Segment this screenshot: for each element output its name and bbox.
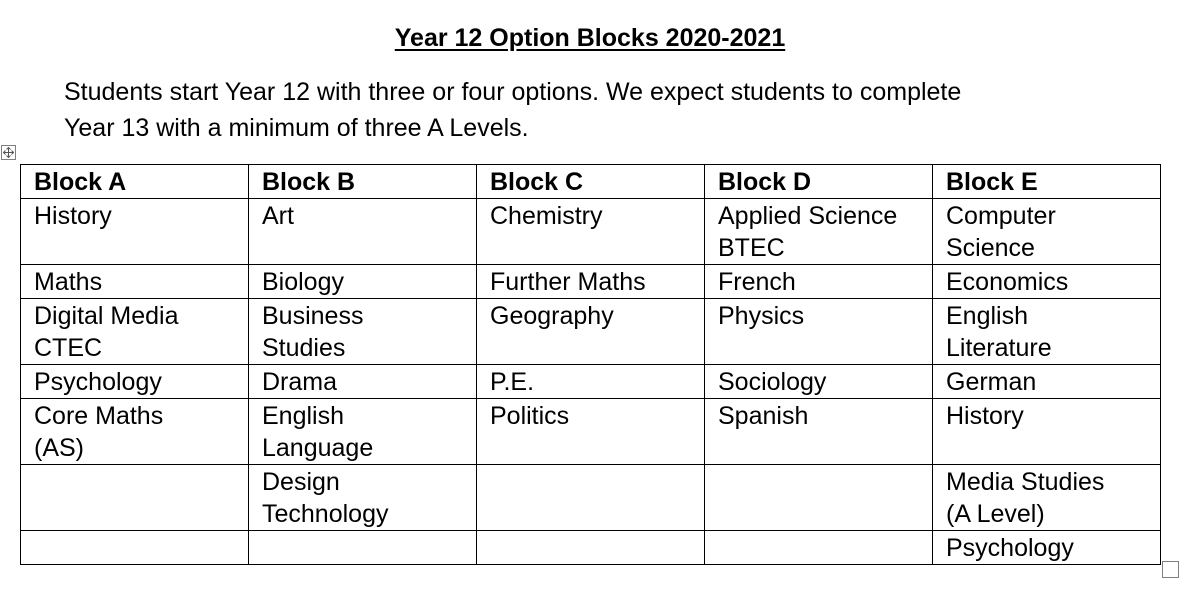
cell-text: Politics — [490, 402, 570, 430]
cell-text: Literature — [946, 334, 1052, 362]
table-cell — [477, 299, 705, 365]
cell-text: Digital Media — [34, 302, 179, 330]
table-row — [21, 199, 1161, 265]
table-cell — [21, 199, 249, 265]
table-cell — [933, 265, 1161, 299]
table-cell — [477, 199, 705, 265]
document-title: Year 12 Option Blocks 2020-2021 — [394, 24, 786, 52]
cell-text: History — [946, 402, 1024, 430]
option-blocks-table — [20, 164, 1161, 565]
table-cell — [21, 299, 249, 365]
move-arrows-icon — [3, 147, 14, 158]
cell-text: Applied Science — [718, 202, 898, 230]
cell-text: Studies — [262, 334, 346, 362]
intro-line: Students start Year 12 with three or four options. We expect students to complete — [64, 78, 962, 106]
cell-text: Physics — [718, 302, 805, 330]
cell-text: CTEC — [34, 334, 103, 362]
cell-text: Core Maths — [34, 402, 164, 430]
column-header: Block A — [21, 165, 249, 199]
cell-text: Maths — [34, 268, 103, 296]
cell-text: English — [262, 402, 344, 430]
table-header-row — [21, 165, 1161, 199]
cell-text: Science — [946, 234, 1035, 262]
table-cell — [933, 199, 1161, 265]
cell-text: English — [946, 302, 1028, 330]
cell-text: French — [718, 268, 796, 296]
cell-text: Spanish — [718, 402, 809, 430]
table-cell — [705, 365, 933, 399]
cell-text: BTEC — [718, 234, 785, 262]
table-cell — [477, 465, 705, 531]
cell-text: Psychology — [946, 534, 1074, 562]
cell-text: History — [34, 202, 112, 230]
table-cell — [705, 531, 933, 565]
table-cell — [249, 399, 477, 465]
table-cell — [933, 399, 1161, 465]
table-row — [21, 265, 1161, 299]
cell-text: Drama — [262, 368, 338, 396]
column-header: Block C — [477, 165, 705, 199]
cell-text: (A Level) — [946, 500, 1045, 528]
table-cell — [21, 465, 249, 531]
table-cell — [705, 465, 933, 531]
table-cell — [933, 531, 1161, 565]
table-cell — [705, 399, 933, 465]
cell-text: Language — [262, 434, 374, 462]
intro-paragraph — [64, 74, 1144, 146]
cell-text: Economics — [946, 268, 1069, 296]
cell-text: Business — [262, 302, 364, 330]
cell-text: Media Studies — [946, 468, 1105, 496]
table-cell — [933, 465, 1161, 531]
cell-text: German — [946, 368, 1037, 396]
table-cell — [249, 365, 477, 399]
cell-text: P.E. — [490, 368, 535, 396]
intro-line: Year 13 with a minimum of three A Levels. — [64, 114, 529, 142]
table-body — [21, 199, 1161, 565]
table-row — [21, 465, 1161, 531]
cell-text: Psychology — [34, 368, 162, 396]
column-header: Block D — [705, 165, 933, 199]
cell-text: Computer — [946, 202, 1056, 230]
table-row — [21, 365, 1161, 399]
table-cell — [21, 399, 249, 465]
table-cell — [249, 199, 477, 265]
cell-text: (AS) — [34, 434, 84, 462]
table-cell — [249, 465, 477, 531]
table-cell — [21, 531, 249, 565]
table-resize-handle[interactable] — [1162, 561, 1179, 578]
table-cell — [705, 265, 933, 299]
table-cell — [249, 265, 477, 299]
table-cell — [21, 365, 249, 399]
table-cell — [705, 199, 933, 265]
table-row — [21, 531, 1161, 565]
cell-text: Art — [262, 202, 294, 230]
table-move-handle-icon[interactable] — [1, 145, 16, 160]
table-cell — [933, 299, 1161, 365]
table-cell — [21, 265, 249, 299]
table-cell — [477, 365, 705, 399]
cell-text: Biology — [262, 268, 344, 296]
cell-text: Technology — [262, 500, 389, 528]
column-header: Block E — [933, 165, 1161, 199]
cell-text: Further Maths — [490, 268, 646, 296]
table-cell — [477, 399, 705, 465]
cell-text: Chemistry — [490, 202, 603, 230]
table-cell — [477, 265, 705, 299]
cell-text: Geography — [490, 302, 614, 330]
table-row — [21, 399, 1161, 465]
table-cell — [933, 365, 1161, 399]
table-cell — [477, 531, 705, 565]
table-cell — [705, 299, 933, 365]
table-row — [21, 299, 1161, 365]
column-header: Block B — [249, 165, 477, 199]
cell-text: Design — [262, 468, 340, 496]
table-cell — [249, 299, 477, 365]
table-cell — [249, 531, 477, 565]
cell-text: Sociology — [718, 368, 827, 396]
